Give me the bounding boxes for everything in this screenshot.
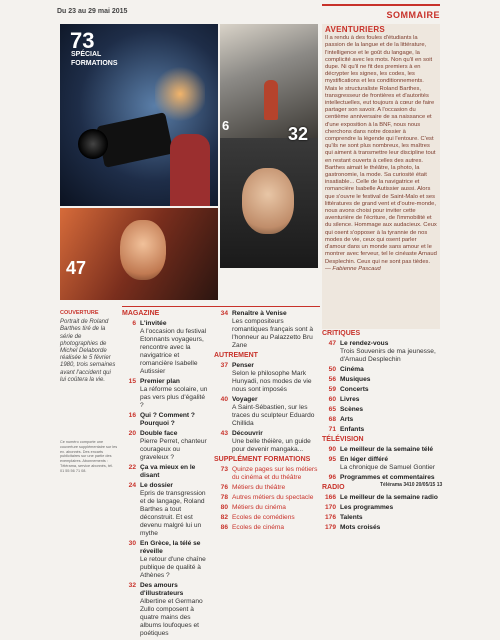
toc-page-number: 50 (328, 366, 336, 373)
toc-section-heading: MAGAZINE (122, 310, 160, 317)
toc-entry-body (140, 582, 210, 638)
toc-section-heading: SUPPLÉMENT FORMATIONS (214, 456, 311, 463)
toc-entry-body (232, 504, 286, 512)
toc-entry-body (340, 340, 440, 364)
toc-entry[interactable] (322, 494, 440, 502)
toc-page-number: 73 (220, 466, 228, 473)
toc-entry-body (232, 310, 320, 350)
toc-entry[interactable] (322, 504, 440, 512)
toc-entry-body (232, 524, 284, 532)
toc-entry-body (140, 430, 210, 462)
toc-entry[interactable] (214, 466, 320, 482)
toc-page-number: 71 (328, 426, 336, 433)
toc-entry-description: Métiers du cinéma (232, 504, 286, 511)
toc-page-number: 15 (128, 378, 136, 385)
toc-entry[interactable] (214, 396, 320, 428)
toc-entry-description: Pierre Perret, chanteur courageux ou graveleux ? (140, 438, 207, 461)
toc-entry-title: Découvrir (232, 430, 263, 437)
toc-entry-description: Epris de transgression et de langage, Roland Barthes a tout déconstruit. Et est devenu malgré lui un mythe (140, 490, 206, 537)
toc-entry-body (340, 456, 435, 472)
toc-entry-body (340, 474, 435, 482)
toc-entry-title: Talents (340, 514, 363, 521)
toc-entry-body (232, 484, 285, 492)
toc-entry[interactable] (122, 320, 210, 376)
toc-page-number: 76 (220, 484, 228, 491)
toc-entry[interactable] (214, 484, 320, 492)
toc-entry[interactable] (322, 376, 440, 384)
toc-page-number: 32 (128, 582, 136, 589)
cover-fineprint: Ce numéro comporte une couverture supplémentaire sur les ex. abonnés. Des encarts publicitaires sur une partie des exemplaires. Abonnements : Télérama, service abonnés, tél. 01 55 56 71 08. (60, 440, 118, 473)
cover-caption (60, 310, 118, 384)
toc-section-heading: CRITIQUES (322, 330, 361, 337)
portrait-photo[interactable] (220, 138, 318, 268)
toc-page-number: 30 (128, 540, 136, 547)
toc-entry-title: Premier plan (140, 378, 180, 385)
toc-entry-title: Mots croisés (340, 524, 381, 531)
toc-entry-title: Les programmes (340, 504, 394, 511)
toc-page-number: 78 (220, 494, 228, 501)
toc-entry-title: Qui ? Comment ? Pourquoi ? (140, 412, 195, 427)
toc-entry-description: Ecoles de comédiens (232, 514, 295, 521)
toc-column-magazine (122, 310, 210, 640)
toc-entry-title: Penser (232, 362, 254, 369)
toc-entry[interactable] (122, 430, 210, 462)
toc-entry-title: Double face (140, 430, 178, 437)
toc-entry[interactable] (322, 456, 440, 472)
toc-entry-title: Enfants (340, 426, 365, 433)
toc-entry-description: Autres métiers du spectacle (232, 494, 314, 501)
toc-entry-body (340, 524, 380, 532)
toc-entry-title: Le rendez-vous (340, 340, 389, 347)
actor-page-number: 47 (66, 258, 87, 278)
toc-entry[interactable] (322, 514, 440, 522)
editorial-signature: Fabienne Pascaud (332, 265, 381, 272)
toc-entry[interactable] (122, 412, 210, 428)
toc-entry[interactable] (322, 396, 440, 404)
toc-entry[interactable] (122, 540, 210, 580)
formations-label: SPÉCIAL FORMATIONS (71, 51, 118, 67)
toc-entry-body (340, 514, 363, 522)
toc-entry[interactable] (214, 430, 320, 454)
toc-entry[interactable] (214, 494, 320, 502)
toc-entry-description: Le retour d'une chaîne publique de qualité à Athènes ? (140, 556, 206, 579)
toc-page-number: 24 (128, 482, 136, 489)
toc-entry-body (340, 446, 433, 454)
toc-entry-body (140, 320, 210, 376)
toc-entry[interactable] (322, 426, 440, 434)
toc-entry-title: Livres (340, 396, 360, 403)
toc-entry-body (140, 464, 210, 480)
toc-entry-description: Selon le philosophe Mark Hunyadi, nos modes de vie nous sont imposés (232, 370, 312, 393)
toc-section-heading: RADIO (322, 484, 345, 491)
toc-entry-body (232, 362, 320, 394)
toc-entry[interactable] (322, 340, 440, 364)
toc-entry-title: Voyager (232, 396, 258, 403)
toc-entry-description: Ecoles de cinéma (232, 524, 285, 531)
toc-page-number: 22 (128, 464, 136, 471)
toc-entry-body (140, 412, 210, 428)
toc-entry-title: L'invitée (140, 320, 167, 327)
toc-page-number: 20 (128, 430, 136, 437)
toc-entry-body (340, 366, 364, 374)
toc-entry-body (140, 378, 210, 410)
toc-page-number: 43 (220, 430, 228, 437)
toc-page-number: 95 (328, 456, 336, 463)
toc-entry[interactable] (322, 386, 440, 394)
toc-entry[interactable] (122, 464, 210, 480)
editorial-title: AVENTURIERS (325, 25, 386, 34)
toc-entry-description: A Saint-Sébastien, sur les traces du sculpteur Eduardo Chillida (232, 404, 315, 427)
toc-entry-body (340, 396, 359, 404)
editorial-box (322, 24, 440, 329)
page-footer: Télérama 3410 20/05/15 13 (380, 482, 443, 488)
toc-entry-description: Les compositeurs romantiques français sont à l'honneur au Palazzetto Bru Zane (232, 318, 313, 349)
toc-section-heading: TÉLÉVISION (322, 436, 364, 443)
toc-page-number: 86 (220, 524, 228, 531)
toc-entry-body (232, 494, 313, 502)
toc-entry[interactable] (322, 416, 440, 424)
issue-date: Du 23 au 29 mai 2015 (57, 8, 128, 15)
toc-entry-title: Scènes (340, 406, 364, 413)
toc-page-number: 59 (328, 386, 336, 393)
toc-entry-description: Albertine et Germano Zullo composent à quatre mains des albums loufoques et poétiques (140, 598, 203, 637)
toc-entry-description: La chronique de Samuel Gontier (340, 464, 435, 471)
toc-entry-body (340, 504, 393, 512)
toc-page-number: 40 (220, 396, 228, 403)
toc-entry-description: La réforme scolaire, un pas vers plus d'égalité ? (140, 386, 208, 409)
toc-entry[interactable] (322, 366, 440, 374)
toc-entry-description: Une belle théière, un guide pour devenir mangaka... (232, 438, 311, 453)
cover-text: Portrait de Roland Barthes tiré de la série de photographies de Michel Delaborde réalisée le 5 février 1980, trois semaines avant l'accident qui lui coûtera la vie. (60, 319, 116, 383)
toc-entry-body (232, 430, 320, 454)
toc-entry-title: En Grèce, la télé se réveille (140, 540, 201, 555)
formations-page-number: 73 (70, 28, 95, 53)
toc-entry[interactable] (122, 482, 210, 538)
toc-entry-body (340, 416, 353, 424)
toc-column-critiques (322, 330, 443, 534)
toc-entry-title: Programmes et commentaires (340, 474, 435, 481)
toc-page-number: 34 (220, 310, 228, 317)
toc-entry-title: Le dossier (140, 482, 173, 489)
toc-page-number: 16 (128, 412, 136, 419)
cover-heading: COUVERTURE (60, 310, 99, 316)
toc-page-number: 176 (324, 514, 336, 521)
toc-entry[interactable] (322, 524, 440, 532)
actor-photo[interactable] (60, 208, 218, 300)
toc-page-number: 166 (324, 494, 336, 501)
toc-entry-title: Ça va mieux en le disant (140, 464, 196, 479)
toc-entry-body (340, 426, 364, 434)
toc-page-number: 65 (328, 406, 336, 413)
toc-entry-body (340, 494, 438, 502)
toc-section-heading: AUTREMENT (214, 352, 258, 359)
toc-entry-description: Métiers du théâtre (232, 484, 286, 491)
toc-entry[interactable] (322, 406, 440, 414)
toc-entry[interactable] (214, 504, 320, 512)
toc-entry[interactable] (214, 362, 320, 394)
toc-entry-title: Musiques (340, 376, 371, 383)
toc-entry-description: A l'occasion du festival Etonnants voyageurs, rencontre avec la navigatrice et romancière Isabelle Autissier (140, 328, 207, 375)
toc-page-number: 179 (324, 524, 336, 531)
toc-page-number: 170 (324, 504, 336, 511)
toc-page-number: 82 (220, 514, 228, 521)
toc-page-number: 60 (328, 396, 336, 403)
toc-page-number: 68 (328, 416, 336, 423)
divider (122, 306, 320, 307)
portrait-page-number: 32 (288, 124, 309, 144)
toc-page-number: 37 (220, 362, 228, 369)
sommaire-heading: SOMMAIRE (322, 4, 440, 22)
toc-entry-body (340, 376, 370, 384)
toc-entry-body (340, 406, 363, 414)
toc-entry-title: Le meilleur de la semaine radio (340, 494, 438, 501)
toc-entry-title: En léger différé (340, 456, 389, 463)
toc-page-number: 80 (220, 504, 228, 511)
rocks-page-number: 6 (222, 118, 230, 133)
toc-entry-title: Renaître à Venise (232, 310, 287, 317)
toc-entry[interactable] (322, 474, 440, 482)
toc-entry[interactable] (214, 524, 320, 532)
toc-entry-title: Arts (340, 416, 354, 423)
toc-page-number: 6 (132, 320, 136, 327)
toc-entry[interactable] (214, 310, 320, 350)
toc-entry[interactable] (214, 514, 320, 522)
toc-entry[interactable] (322, 446, 440, 454)
toc-entry-body (140, 482, 210, 538)
rocks-photo[interactable] (220, 24, 318, 138)
editorial-body: Il a rendu à des foules d'étudiants la passion de la langue et de la littérature, l'intelligence et le goût du langage, la complicité avec les mots. Non qu'il en soit dupe. Ni qu'il ne fit des premiers à en décrypter les signes, les codes, les mystifications et les conditionnements. Mais le structuraliste Roland Barthes, transgresseur de frontières et d'autorités intellectuelles, eut toujours à cœur de faire partager son savoir. A l'occasion du centième anniversaire de sa naissance et d'une exposition à la BNF, nous nous cherchons dans notre dossier à comprendre la légende qui l'entoure. C'est qu'ils ne sont plus nombreux, les maîtres qui aiment à transmettre leur discipline tout en restant ouverts à celles des autres. Barthes aimait le théâtre, la photo, la gastronomie, la mode. Sa curiosité était insatiable... Celle de la navigatrice et romancière Isabelle Autissier aussi. Alors que s'ouvre le festival de Saint-Malo et ses littératures de grand vent et d'outre-monde, nous avons choisi pour inviter cette aventurière de l'écriture, de l'immobilité et du silence. Hommage aux audacieux. Ceux qui osent s'opposer à la tyrannie de nos modes de vie, ceux qui osent parler d'amour dans un monde sans amour et le montrer avec ferveur, tel le cinéaste Arnaud Desplechin. Ceux qui ne sont pas tièdes. — (325, 35, 437, 272)
toc-entry[interactable] (122, 582, 210, 638)
toc-page-number: 90 (328, 446, 336, 453)
toc-entry-description: Quinze pages sur les métiers du cinéma et du théâtre (232, 466, 318, 481)
toc-entry-body (140, 540, 210, 580)
toc-entry-title: Cinéma (340, 366, 364, 373)
toc-entry[interactable] (122, 378, 210, 410)
toc-page-number: 56 (328, 376, 336, 383)
toc-entry-description: Trois Souvenirs de ma jeunesse, d'Arnaud Desplechin (340, 348, 436, 363)
toc-entry-body (232, 396, 320, 428)
toc-entry-title: Concerts (340, 386, 369, 393)
toc-page-number: 96 (328, 474, 336, 481)
toc-entry-body (232, 466, 320, 482)
toc-page-number: 47 (328, 340, 336, 347)
toc-entry-title: Des amours d'illustrateurs (140, 582, 184, 597)
toc-entry-body (340, 386, 369, 394)
toc-entry-body (232, 514, 295, 522)
toc-entry-title: Le meilleur de la semaine télé (340, 446, 434, 453)
toc-column-autrement (214, 310, 320, 534)
